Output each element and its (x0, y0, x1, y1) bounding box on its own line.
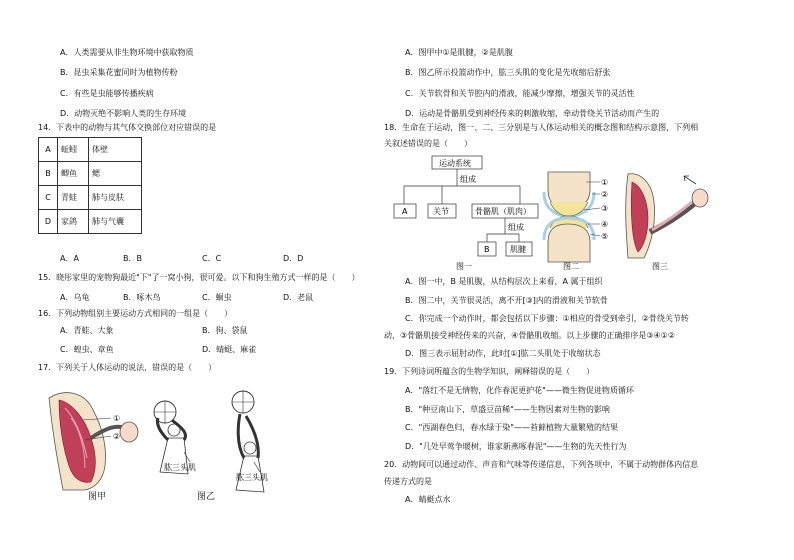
table-row (39, 210, 142, 234)
q16-option-a: A．青蛙、大象 (60, 326, 114, 335)
q13-option-d: D．动物灭绝不影响人类的生存环境 (60, 109, 187, 118)
table-cell: A (39, 138, 58, 162)
q18-option-b: B．图二中，关节很灵活，离不开[③]内的滑液和关节软骨 (405, 296, 608, 305)
label-triceps-2: 肱三头肌 (236, 473, 268, 482)
q15-option-d: D．老鼠 (283, 293, 314, 302)
joint-label-5: ⑤ (601, 232, 609, 241)
table-row (39, 186, 142, 210)
q13-option-c: C．有些是虫能够传播疾病 (60, 89, 154, 98)
q20-option-a: A．蜻蜓点水 (405, 495, 451, 504)
q16-option-d: D．蜻蜓、麻雀 (202, 345, 257, 354)
caption-jia: 图甲 (88, 492, 107, 502)
q18-stem-line2: 关叙述错误的是（ ） (384, 139, 472, 148)
q14-option-d: D．D (283, 254, 304, 263)
label-triceps-1: 肱三头肌 (164, 463, 196, 472)
caption-fig-one: 图一 (456, 262, 472, 271)
joint-label-3: ③ (601, 204, 609, 213)
q14-option-c: C．C (202, 254, 222, 263)
concept-compose-2: 组成 (508, 223, 524, 232)
concept-compose-1: 组成 (460, 175, 476, 184)
table-cell: 肺与皮肤 (89, 186, 142, 210)
q13-option-b: B．昆虫采集花蜜同时为植物传粉 (60, 68, 178, 77)
table-cell: 蚯蚓 (58, 138, 89, 162)
q18-option-c-line1: C．你完成一个动作时，都会包括以下步骤：①相应的骨受到牵引，②骨绕关节转 (405, 314, 689, 323)
q16-option-c: C．蝗虫、章鱼 (60, 345, 114, 354)
figure-one-concept-map (392, 152, 540, 272)
q13-option-a: A．人类需要从非生物环境中获取物质 (60, 48, 194, 57)
q17-option-b: B．图乙所示投篮动作中，肱三头肌的变化是先收缩后舒张 (405, 68, 611, 77)
q15-option-c: C．蛔虫 (202, 293, 232, 302)
q14-option-b: B．B (123, 254, 142, 263)
q19-option-d: D．"几处早莺争暖树，谁家新燕啄春泥"——生物的先天性行为 (405, 442, 627, 451)
q14-stem: 14．下表中的动物与其气体交换部位对应错误的是 (38, 123, 217, 132)
q17-option-c: C．关节软骨和关节腔内的滑液，能减少摩擦，增强关节的灵活性 (405, 89, 635, 98)
label-one: ① (113, 414, 121, 423)
q18-option-c-line2: 动，③骨骼肌接受神经传来的兴奋，④骨骼肌收缩。以上步骤的正确排序是③④①② (384, 331, 676, 340)
joint-label-4: ④ (601, 220, 609, 229)
concept-joint: 关节 (433, 207, 449, 216)
q17-stem: 17．下列关于人体运动的说法，错误的是（ ） (38, 363, 217, 372)
q14-table (38, 137, 142, 234)
q18-option-d: D．图三表示屈肘动作，此时[①]肱二头肌处于收缩状态 (405, 349, 601, 358)
q18-option-a: A．图一中，B 是肌腹，从结构层次上来看，A 属于组织 (405, 277, 603, 286)
q19-option-a: A．"落红不是无情物，化作春泥更护花"——微生物促进物质循环 (405, 386, 634, 395)
table-row (39, 162, 142, 186)
caption-fig-three: 图三 (652, 262, 668, 271)
q17-option-d: D．运动是骨骼肌受到神经传来的刺激收缩，牵动骨绕关节活动而产生的 (405, 109, 660, 118)
q15-option-b: B．啄木鸟 (123, 293, 161, 302)
q20-stem-line1: 20．动物间可以通过动作、声音和气味等传递信息，下列各项中，不属于动物群体内信息 (384, 460, 699, 469)
q14-option-a: A．A (60, 254, 79, 263)
q15-stem: 15．晓彤家里的宠物狗最近"下"了一窝小狗，很可爱。以下和狗生殖方式一样的是（ ） (38, 273, 360, 282)
concept-root: 运动系统 (439, 159, 471, 168)
joint-label-1: ① (601, 178, 609, 187)
table-cell: 鳃 (89, 162, 142, 186)
figure-jia-arm (45, 388, 155, 498)
q15-option-a: A．乌龟 (60, 293, 90, 302)
table-row (39, 138, 142, 162)
joint-label-2: ② (601, 190, 609, 199)
q19-option-c: C．"西湖春色归，春水绿于染"——苔藓植物大量繁殖的结果 (405, 423, 618, 432)
q17-option-a: A．图甲中①是肌腱，②是肌腹 (405, 48, 513, 57)
table-cell: 体壁 (89, 138, 142, 162)
figure-two-joint (540, 172, 616, 262)
figure-yi-shooting (140, 382, 290, 494)
table-cell: 家鸽 (58, 210, 89, 234)
concept-b: B (484, 245, 490, 254)
table-cell: 肺与气囊 (89, 210, 142, 234)
caption-fig-two: 图二 (563, 262, 579, 271)
concept-tendon: 肌腱 (510, 245, 526, 254)
concept-a: A (402, 207, 408, 216)
q19-option-b: B．"种豆南山下，草盛豆苗稀"——生物因素对生物的影响 (405, 405, 610, 414)
figure-three-arm (622, 172, 712, 262)
q16-option-b: B．狗、袋鼠 (202, 326, 248, 335)
label-two: ② (113, 432, 121, 441)
table-cell: D (39, 210, 58, 234)
table-cell: 青蛙 (58, 186, 89, 210)
q18-stem-line1: 18．生命在于运动，图一、二、三分别是与人体运动相关的概念图和结构示意图，下列相 (384, 123, 699, 132)
q19-stem: 19．下列诗词所蕴含的生物学知识，阐释错误的是（ ） (384, 367, 595, 376)
concept-skeletal-muscle: 骨骼肌（肌肉） (475, 207, 531, 216)
caption-yi: 图乙 (197, 492, 216, 502)
table-cell: 鲫鱼 (58, 162, 89, 186)
table-cell: B (39, 162, 58, 186)
q16-stem: 16．下列动物组别主要运动方式相同的一组是（ ） (38, 309, 233, 318)
table-cell: C (39, 186, 58, 210)
q20-stem-line2: 传递方式的是 (384, 477, 432, 486)
